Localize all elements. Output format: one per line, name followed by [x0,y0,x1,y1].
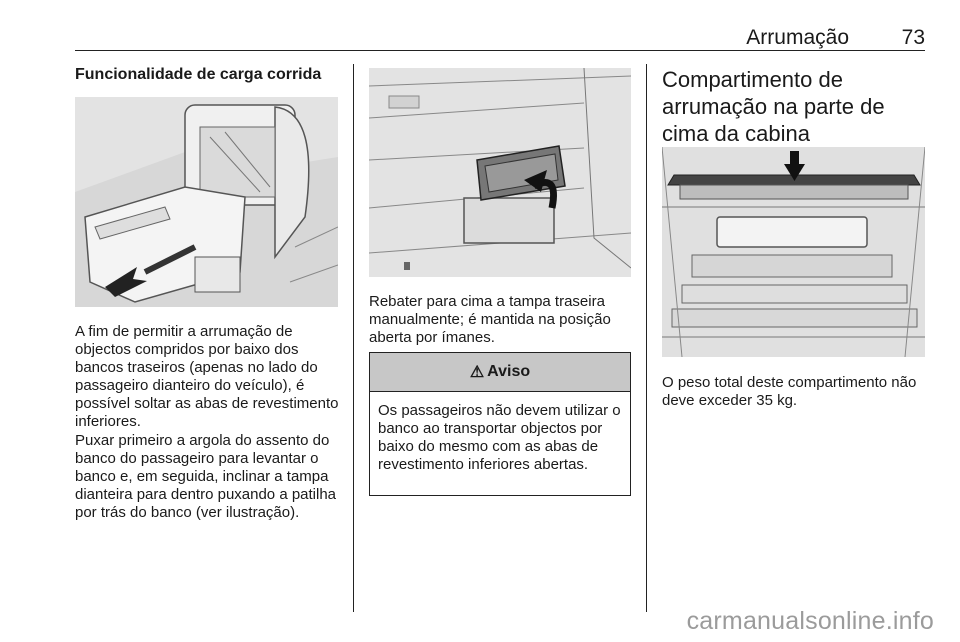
column-divider-2 [646,64,647,612]
rear-flap-illustration [369,68,631,277]
warning-triangle-icon: ⚠ [469,364,485,381]
warning-title: Aviso [487,363,531,380]
warning-header [370,353,630,392]
heading-cargo-function: Funcionalidade de carga corrida [75,66,322,83]
col1-paragraph-2: Puxar primeiro a argola do assento do banco do passageiro para levantar o banco e, em seguida, inclinar a tampa dianteira para dentro puxando a patilha por trás do banco (ver ilustração). [75,432,337,521]
page-number: 73 [901,26,925,49]
warning-text: Os passageiros não devem utilizar o banco ao transportar objectos por baixo do mesmo com as abas de revestimento inferiores abertas. [378,402,621,473]
col3-paragraph-1: O peso total deste compartimento não deve exceder 35 kg. [662,374,917,409]
seat-illustration [75,97,338,307]
heading-overhead-storage: Compartimento de arrumação na parte de cima da cabina [662,67,885,146]
watermark: carmanualsonline.info [686,607,934,635]
col2-paragraph-1: Rebater para cima a tampa traseira manualmente; é mantida na posição aberta por ímanes. [369,293,611,346]
col1-paragraph-1: A fim de permitir a arrumação de objectos compridos por baixo dos bancos traseiros (apenas no lado do passageiro dianteiro do veículo), é possível soltar as abas de revestimento inferiores. [75,323,339,430]
header-rule [75,50,925,51]
warning-box [369,352,631,496]
page-header [75,26,925,50]
column-divider-1 [353,64,354,612]
section-title: Arrumação [746,26,849,49]
overhead-compartment-illustration [662,147,925,357]
